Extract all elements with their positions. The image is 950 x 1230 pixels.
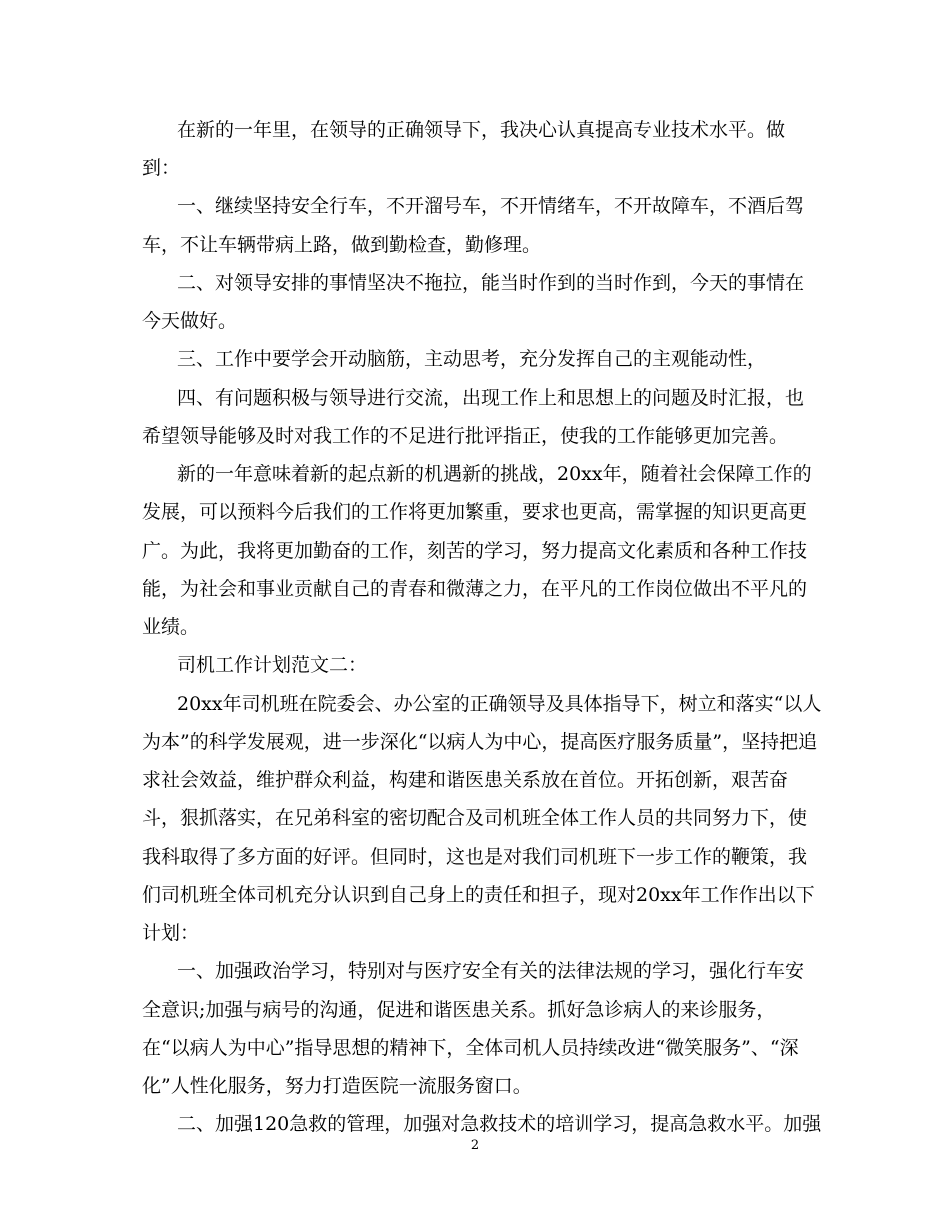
page-number: 2 — [470, 1138, 480, 1153]
text-line: 一、加强政治学习，特别对与医疗安全有关的法律法规的学习，强化行车安 — [177, 960, 805, 982]
text-line: 二、加强120急救的管理，加强对急救技术的培训学习，提高急救水平。加强 — [177, 1113, 822, 1135]
text-line: 在“以病人为中心”指导思想的精神下，全体司机人员持续改进“微笑服务”、“深 — [142, 1037, 799, 1059]
text-line: 计划： — [142, 922, 200, 944]
text-line: 求社会效益，维护群众利益，构建和谐医患关系放在首位。开拓创新，艰苦奋 — [142, 769, 789, 791]
text-line: 今天做好。 — [142, 310, 238, 332]
text-line: 发展，可以预料今后我们的工作将更加繁重，要求也更高，需掌握的知识更高更 — [142, 501, 808, 523]
text-line: 化”人性化服务，努力打造医院一流服务窗口。 — [142, 1075, 532, 1097]
text-line: 业绩。 — [142, 616, 200, 638]
text-line: 们司机班全体司机充分认识到自己身上的责任和担子，现对20xx年工作作出以下 — [142, 884, 815, 906]
text-line: 20xx年司机班在院委会、办公室的正确领导及具体指导下，树立和落实“以人 — [177, 693, 822, 715]
text-line: 新的一年意味着新的起点新的机遇新的挑战，20xx年，随着社会保障工作的 — [177, 463, 812, 485]
text-line: 车，不让车辆带病上路，做到勤检查，勤修理。 — [142, 234, 542, 256]
text-line: 能，为社会和事业贡献自己的青春和微薄之力，在平凡的工作岗位做出不平凡的 — [142, 578, 808, 600]
text-line: 为本”的科学发展观，进一步深化“以病人为中心，提高医疗服务质量”，坚持把追 — [142, 731, 818, 753]
text-line: 斗，狠抓落实，在兄弟科室的密切配合及司机班全体工作人员的共同努力下，使 — [142, 807, 808, 829]
text-line: 全意识;加强与病号的沟通，促进和谐医患关系。抓好急诊病人的来诊服务， — [142, 999, 776, 1021]
text-line: 希望领导能够及时对我工作的不足进行批评指正，使我的工作能够更加完善。 — [142, 425, 789, 447]
text-line: 到： — [142, 157, 181, 179]
text-line: 我科取得了多方面的好评。但同时，这也是对我们司机班下一步工作的鞭策，我 — [142, 846, 808, 868]
section-heading: 司机工作计划范文二： — [177, 654, 368, 676]
text-line: 四、有问题积极与领导进行交流，出现工作上和思想上的问题及时汇报，也 — [177, 387, 805, 409]
text-line: 三、工作中要学会开动脑筋，主动思考，充分发挥自己的主观能动性， — [177, 348, 767, 370]
text-line: 广。为此，我将更加勤奋的工作，刻苦的学习，努力提高文化素质和各种工作技 — [142, 540, 808, 562]
text-line: 一、继续坚持安全行车，不开溜号车，不开情绪车，不开故障车，不酒后驾 — [177, 195, 805, 217]
text-line: 在新的一年里，在领导的正确领导下，我决心认真提高专业技术水平。做 — [177, 119, 786, 141]
text-line: 二、对领导安排的事情坚决不拖拉，能当时作到的当时作到，今天的事情在 — [177, 272, 805, 294]
